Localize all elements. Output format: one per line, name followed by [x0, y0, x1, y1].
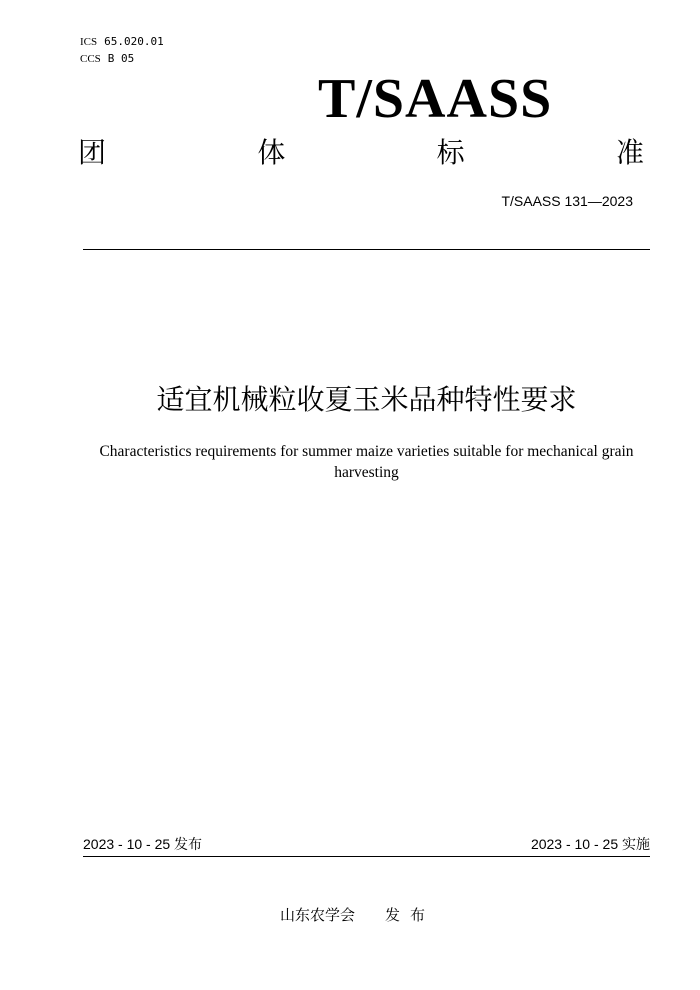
standard-number: T/SAASS 131—2023	[501, 193, 633, 209]
publisher-name: 山东农学会	[280, 906, 356, 924]
standard-type-char: 体	[257, 136, 286, 169]
bottom-divider	[83, 856, 650, 857]
publisher-line	[280, 905, 435, 925]
publisher-action: 发布	[385, 906, 436, 924]
ccs-value: B 05	[107, 52, 135, 65]
standard-type-char: 标	[436, 136, 465, 169]
standard-logo: T/SAASS	[318, 68, 553, 130]
ics-label: ICS	[80, 36, 98, 48]
standard-type-char: 团	[78, 136, 107, 169]
document-title-chinese: 适宜机械粒收夏玉米品种特性要求	[156, 383, 577, 416]
top-divider	[83, 249, 650, 250]
implementation-date: 2023 - 10 - 25 实施	[530, 836, 650, 852]
ccs-code	[80, 52, 134, 66]
standard-type-char: 准	[615, 136, 644, 169]
document-title-english: Characteristics requirements for summer maize varieties suitable for mechanical grain harvesting	[99, 443, 634, 481]
publish-date: 2023 - 10 - 25 发布	[83, 836, 203, 852]
ics-value: 65.020.01	[104, 35, 164, 48]
ccs-label: CCS	[80, 53, 101, 65]
ics-code	[80, 35, 164, 49]
standard-type-heading	[78, 136, 644, 172]
